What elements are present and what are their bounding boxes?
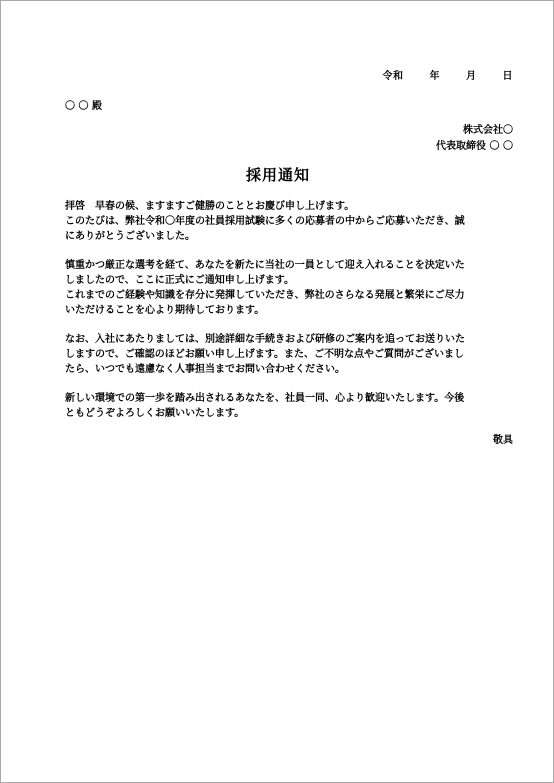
paragraph-procedure (65, 332, 517, 377)
date-day-unit: 日 (502, 71, 513, 82)
body-line: ともどうぞよろしくお願いいたします。 (65, 408, 245, 419)
document-title: 採用通知 (245, 166, 310, 184)
date-line (383, 67, 514, 82)
paragraph-decision (65, 258, 517, 318)
paragraph-greeting (65, 199, 517, 244)
date-year-unit: 年 (429, 71, 440, 82)
body-line: これまでのご経験や知識を存分に発揮していただき、弊社のさらなる発展と繁栄にご尽力 (65, 290, 465, 301)
body-line: たら、いつでも遠慮なく人事担当までお問い合わせください。 (65, 364, 345, 375)
date-era: 令和 (382, 71, 404, 82)
closing-phrase: 敬具 (493, 435, 513, 446)
body-line: しましたので、ここに正式にご通知申し上げます。 (65, 275, 294, 286)
body-line: 慎重かつ厳正な選考を経て、あなたを新たに当社の一員として迎え入れることを決定いた (65, 260, 465, 271)
letter-body (65, 199, 517, 435)
body-line: 新しい環境での第一歩を踏み出されるあなたを、社員一同、心より歓迎いたします。今後 (65, 393, 465, 404)
body-line: にありがとうございました。 (65, 231, 195, 242)
sender-representative: 代表取締役 〇 〇 (436, 141, 513, 152)
paragraph-welcome (65, 391, 517, 421)
sender-company: 株式会社〇 (463, 125, 513, 136)
body-line: このたびは、弊社令和〇年度の社員採用試験に多くの応募者の中からご応募いただき、誠 (65, 216, 465, 227)
date-month-unit: 月 (466, 71, 477, 82)
sender-block (436, 123, 513, 155)
recipient-name: 〇 〇 殿 (65, 101, 102, 112)
body-line: 拝啓 早春の候、ますますご健勝のこととお慶び申し上げます。 (65, 201, 355, 212)
body-line: なお、入社にあたりましては、別途詳細な手続きおよび研修のご案内を追ってお送りいた (65, 334, 465, 345)
body-line: しますので、ご確認のほどお願い申し上げます。また、ご不明な点やご質問がございまし (65, 349, 464, 360)
body-line: いただけることを心より期待しております。 (65, 305, 265, 316)
